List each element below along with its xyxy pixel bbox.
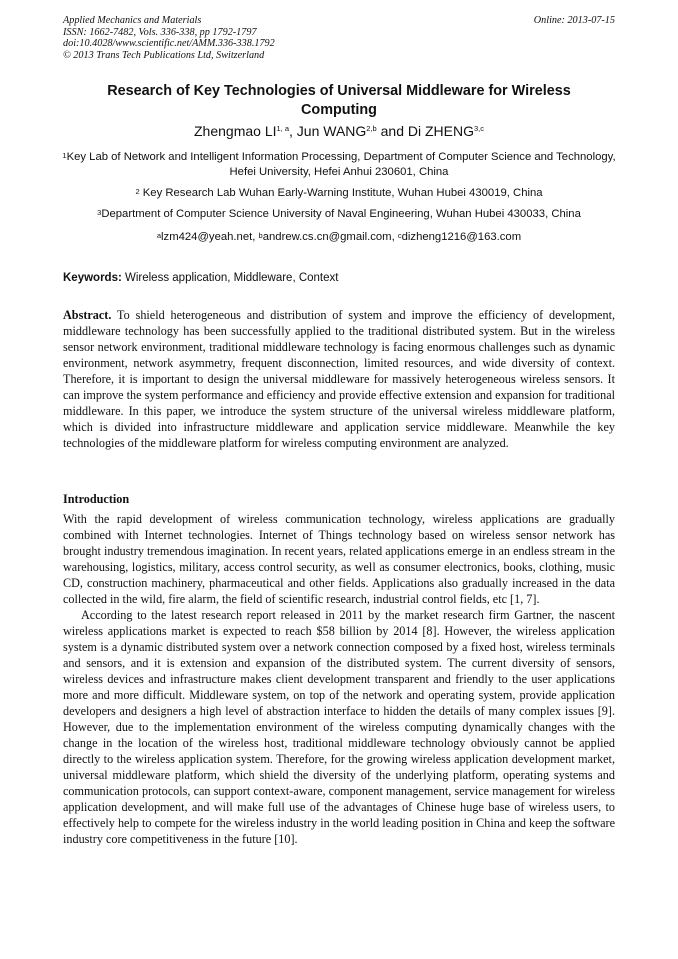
author-1-sup: 1, a: [276, 124, 290, 133]
introduction-body: [63, 511, 615, 847]
issn-line: ISSN: 1662-7482, Vols. 336-338, pp 1792-1797: [63, 26, 257, 38]
affiliation-2: [55, 186, 623, 201]
section-heading-introduction: Introduction: [63, 492, 130, 506]
abstract-label: Abstract.: [63, 308, 112, 322]
email-b: andrew.cs.cn@gmail.com,: [262, 231, 398, 243]
journal-name: Applied Mechanics and Materials: [63, 15, 202, 26]
affiliation-2-num: 2: [135, 187, 140, 196]
abstract: [63, 307, 615, 451]
affiliation-1-num: 1: [62, 151, 67, 160]
email-a: lzm424@yeah.net,: [161, 231, 259, 243]
abstract-text: To shield heterogeneous and distribution of system and improve the efficiency of development, middleware technology has been successfully applied to the traditional distributed system. But in the wireless sensor network environment, traditional middleware technology is facing enormous challenges such as dynamic environment, network asymmetry, frequent disconnection, limited resources, and wide diversity of context. Therefore, it is important to design the universal middleware for massively heterogeneous wireless sensors. It can improve the system performance and efficiency and provide effective extension and expansion for traditional middleware. In this paper, we introduce the system structure of the universal wireless middleware platform, which is divided into infrastructure middleware and application service middleware. Meanwhile the key technologies of the middleware platform for wireless computing environment are analyzed.: [63, 308, 615, 450]
author-2-sup: 2,b: [366, 124, 377, 133]
paper-title: Research of Key Technologies of Universal Middleware for Wireless Computing: [107, 83, 571, 118]
keywords: [63, 271, 338, 286]
online-date: Online: 2013-07-15: [533, 15, 615, 26]
intro-paragraph-2: According to the latest research report released in 2011 by the market research firm Gartner, the nascent wireless applications market is expected to reach $58 billion by 2014 [8]. However, the wireless application system is a dynamic distributed system over a network connection composed by a fixed host, wireless terminals and sensors, and it is extension and expansion of the distributed system. The current diversity of sensors, wireless devices and infrastructure makes client development transparent and friendly to the user applications more and more difficult. Middleware system, on top of the network and operating system, provide application developers and designers a high level of abstraction interface to hidden the details of many complex issues [9]. However, due to the implementation environment of the wireless computing dynamically changes with the change in the location of the wireless host, traditional middleware technology obviously cannot be applied directly to the wireless application system. Therefore, for the growing wireless application development market, universal middleware platform, which shield the diversity of the underlying platform, operating systems and communication protocols, can support context-aware, component management, service management for wireless application development, and will make full use of the advantages of Chinese huge base of wireless users, to effectively help to compete for the wireless industry in the world leading position in China and keep the software industry core competitiveness in the future [10].: [63, 608, 615, 846]
intro-paragraph-1: With the rapid development of wireless communication technology, wireless applications are gradually combined with Internet technologies. Internet of Things technology based on wireless sensor network has brought industry tremendous imagination. In recent years, related applications emerge in an endless stream in the warehousing, logistics, military, access control security, as well as consumer electronics, books, clothing, music CD, construction machinery, pharmaceutical and other fields. Applications also gradually increased in the data collected in the wild, fire alarm, the field of scientific research, industrial control fields, etc [1, 7].: [63, 512, 615, 606]
affiliation-2-text: Key Research Lab Wuhan Early-Warning Institute, Wuhan Hubei 430019, China: [139, 187, 543, 199]
journal-header: [63, 15, 275, 61]
author-1: Zhengmao LI: [194, 123, 277, 139]
affiliation-3: [55, 207, 623, 222]
affiliation-1: [55, 150, 623, 180]
affiliation-1-text: Key Lab of Network and Intelligent Information Processing, Department of Computer Science and Technology, Hefei University, Hefei Anhui 230601, China: [66, 151, 616, 178]
email-a-sup: a: [156, 231, 162, 240]
affiliation-3-num: 3: [97, 208, 102, 217]
author-3: and Di ZHENG: [376, 123, 474, 139]
email-b-sup: b: [258, 231, 263, 240]
email-c: dizheng1216@163.com: [401, 231, 522, 243]
email-c-sup: c: [397, 231, 402, 240]
affiliation-3-text: Department of Computer Science University of Naval Engineering, Wuhan Hubei 430033, China: [101, 208, 581, 220]
author-2: , Jun WANG: [289, 123, 367, 139]
email-list: [55, 230, 623, 245]
keywords-text: Wireless application, Middleware, Context: [121, 272, 339, 284]
doi-line: doi:10.4028/www.scientific.net/AMM.336-338.1792: [63, 38, 275, 50]
keywords-label: Keywords:: [63, 272, 122, 284]
copyright-line: © 2013 Trans Tech Publications Ltd, Switzerland: [63, 49, 265, 61]
author-3-sup: 3,c: [473, 124, 484, 133]
author-list: [40, 122, 638, 140]
